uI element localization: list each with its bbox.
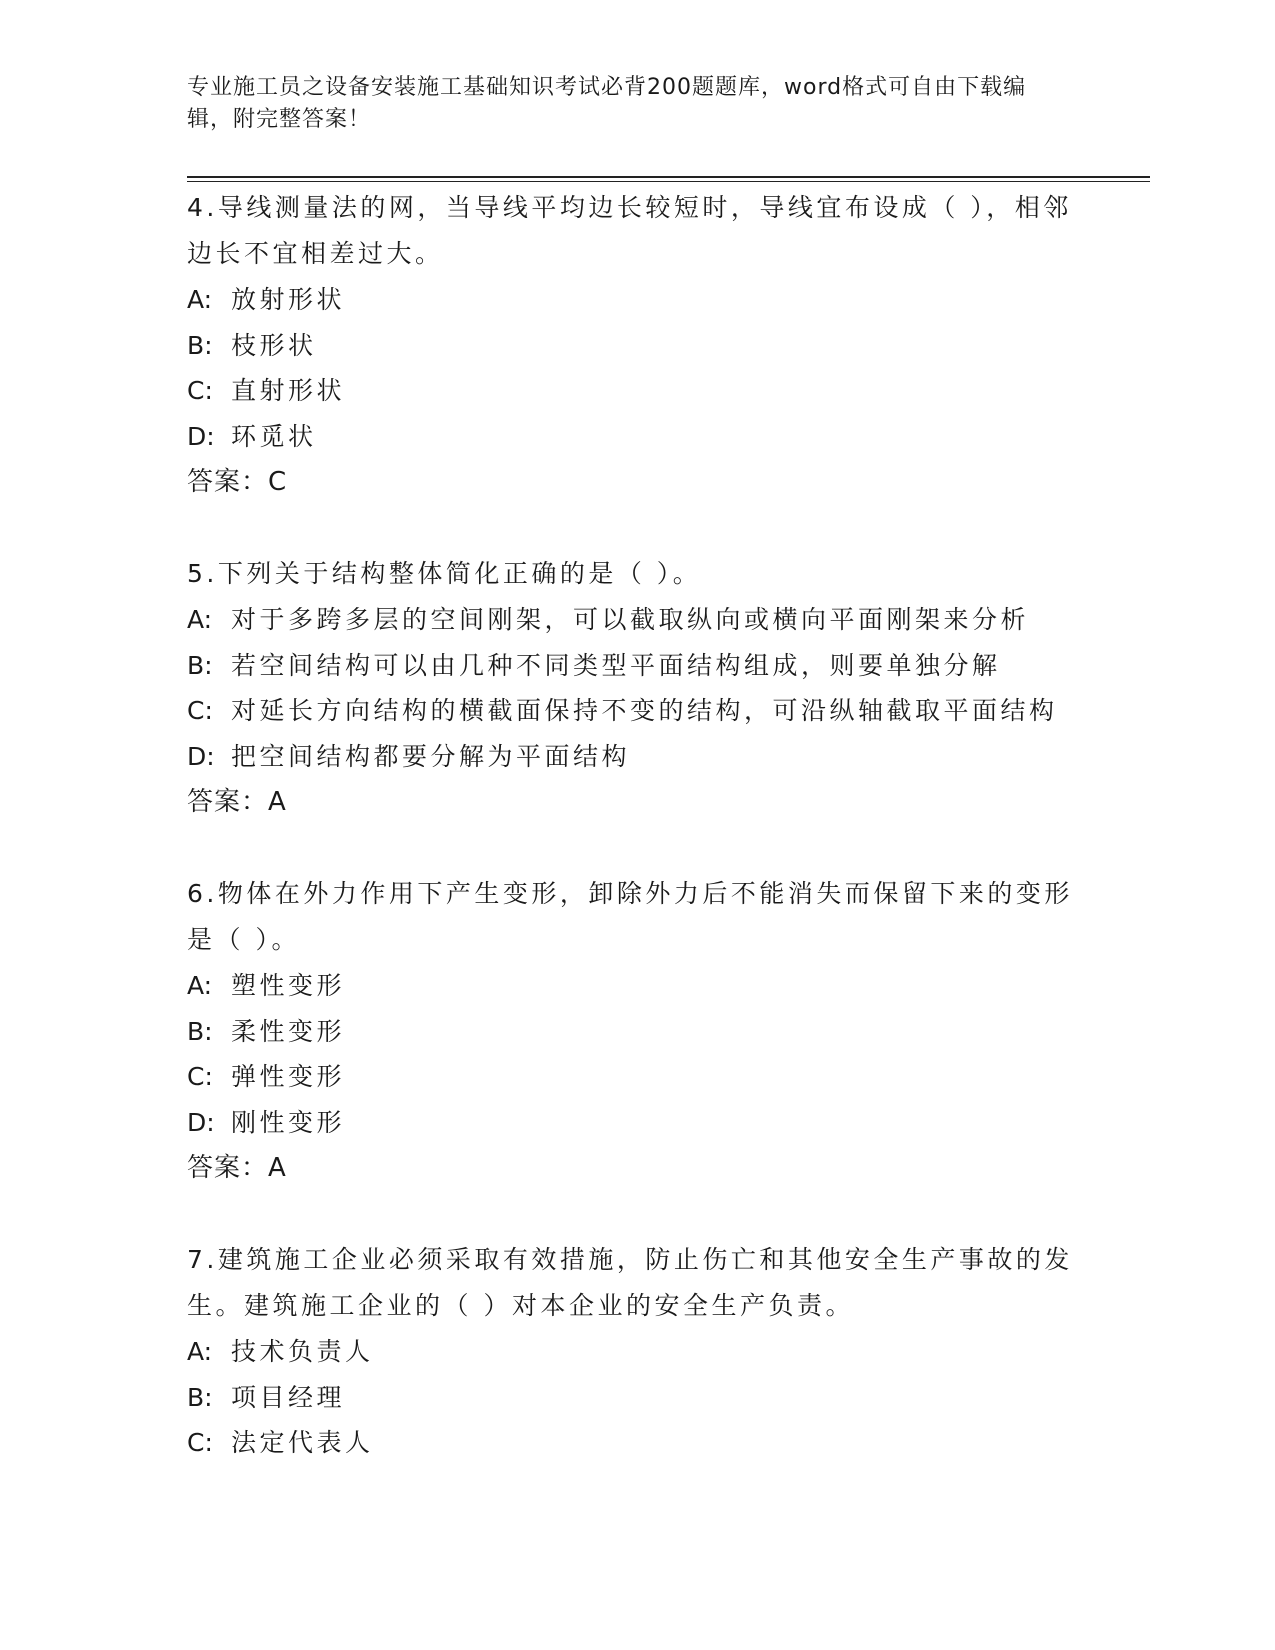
- option-c: [187, 1054, 1087, 1100]
- question-list: [187, 185, 1087, 1512]
- option-text: 把空间结构都要分解为平面结构: [231, 741, 631, 771]
- option-a: [187, 1329, 1087, 1375]
- option-d: [187, 1100, 1087, 1146]
- answer-line: 答案：A: [187, 1153, 287, 1183]
- question-5: [187, 551, 1087, 825]
- question-stem: 7.建筑施工企业必须采取有效措施，防止伤亡和其他安全生产事故的发生。建筑施工企业的（ ）对本企业的安全生产负责。: [187, 1245, 1073, 1320]
- option-letter: B:: [187, 1382, 213, 1412]
- option-letter: D:: [187, 1107, 215, 1137]
- option-b: [187, 323, 1087, 369]
- option-text: 法定代表人: [231, 1428, 374, 1457]
- option-text: 塑性变形: [231, 971, 346, 1000]
- header-divider-thin: [187, 181, 1150, 182]
- option-letter: D:: [187, 741, 215, 771]
- option-d: [187, 414, 1087, 460]
- option-text: 若空间结构可以由几种不同类型平面结构组成，则要单独分解: [231, 650, 1001, 680]
- option-letter: A:: [187, 285, 213, 314]
- option-text: 放射形状: [231, 285, 346, 314]
- option-b: [187, 1009, 1087, 1055]
- option-b: [187, 643, 1087, 689]
- header-divider: [187, 176, 1150, 178]
- answer-line: 答案：A: [187, 787, 287, 817]
- option-letter: D:: [187, 421, 215, 451]
- option-letter: A:: [187, 1337, 213, 1366]
- option-text: 直射形状: [231, 376, 346, 405]
- option-b: [187, 1375, 1087, 1421]
- option-text: 刚性变形: [231, 1107, 346, 1137]
- question-stem: 5.下列关于结构整体简化正确的是（ ）。: [187, 559, 702, 588]
- question-7: [187, 1237, 1087, 1466]
- option-letter: A:: [187, 605, 213, 634]
- option-a: [187, 597, 1087, 643]
- header-title: 专业施工员之设备安装施工基础知识考试必背200题题库，word格式可自由下载编辑，附完整答案！: [187, 75, 1027, 132]
- option-text: 弹性变形: [231, 1062, 346, 1091]
- option-text: 柔性变形: [231, 1016, 346, 1046]
- document-header: [187, 72, 1067, 136]
- option-text: 技术负责人: [231, 1337, 374, 1366]
- option-text: 对延长方向结构的横截面保持不变的结构，可沿纵轴截取平面结构: [231, 696, 1058, 725]
- option-letter: C:: [187, 376, 213, 405]
- question-4: [187, 185, 1087, 505]
- answer-line: 答案：C: [187, 467, 288, 497]
- question-stem: 6.物体在外力作用下产生变形，卸除外力后不能消失而保留下来的变形是（ ）。: [187, 879, 1073, 954]
- option-letter: B:: [187, 650, 213, 680]
- option-c: [187, 368, 1087, 414]
- option-a: [187, 963, 1087, 1009]
- option-c: [187, 1420, 1087, 1466]
- option-c: [187, 688, 1087, 734]
- option-letter: A:: [187, 971, 213, 1000]
- option-a: [187, 277, 1087, 323]
- question-stem: 4.导线测量法的网，当导线平均边长较短时，导线宜布设成（ ），相邻边长不宜相差过大。: [187, 193, 1072, 268]
- option-letter: C:: [187, 696, 213, 725]
- option-letter: B:: [187, 1016, 213, 1046]
- question-6: [187, 871, 1087, 1191]
- option-d: [187, 734, 1087, 780]
- option-text: 枝形状: [231, 330, 317, 360]
- option-text: 环觅状: [231, 421, 317, 451]
- option-letter: B:: [187, 330, 213, 360]
- option-text: 对于多跨多层的空间刚架，可以截取纵向或横向平面刚架来分析: [231, 605, 1030, 634]
- option-letter: C:: [187, 1428, 213, 1457]
- option-text: 项目经理: [231, 1382, 346, 1412]
- option-letter: C:: [187, 1062, 213, 1091]
